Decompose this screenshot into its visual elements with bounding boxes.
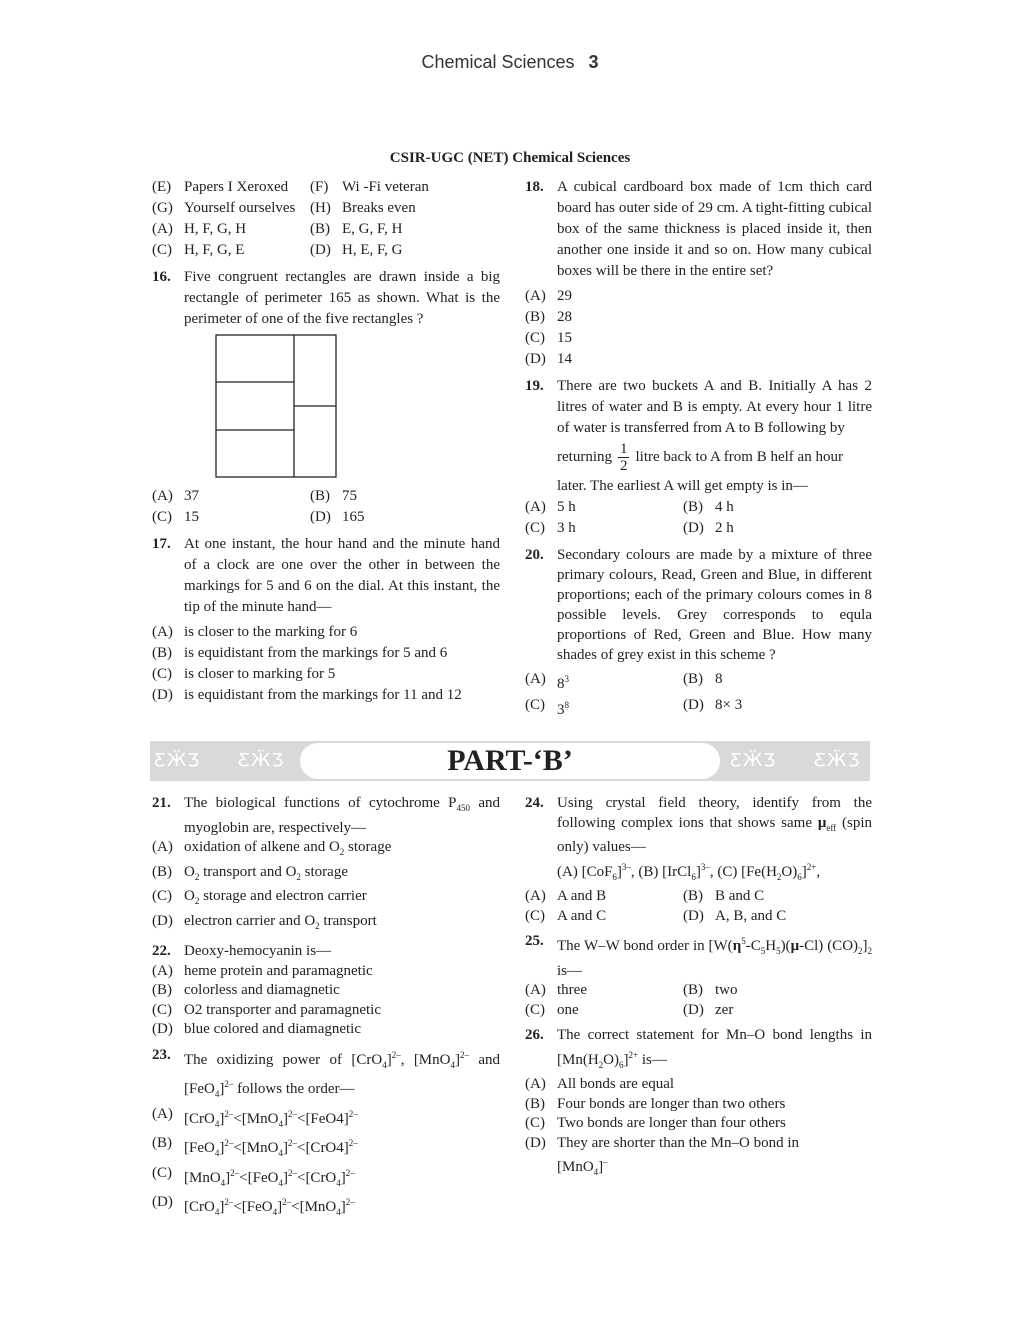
q17-option-a: (A) is closer to the marking for 6: [152, 624, 358, 640]
q21-option-c: (C) $O_2$ storage and electron carrier: [152, 888, 367, 906]
left-column-part-b: [152, 794, 500, 1223]
q21-option-a: (A) oxidation of alkene and $O_2$ storage: [152, 839, 392, 857]
right-column: [525, 177, 872, 721]
q17-option-c: (C) is closer to marking for 5: [152, 666, 336, 682]
q25-options-row2: (C) one (D) zer: [525, 1001, 734, 1018]
q16-options-row1: (A) 37 (B) 75: [152, 488, 357, 504]
q20-options-row1: (A) $8^3$ (B) 8: [525, 671, 723, 692]
ornament-icon: ƸӜƷ: [730, 750, 777, 771]
q23-option-d: (D) $[CrO_4]^{2-}<[FeO_4]^{2-}<[MnO_4]^{2-}$: [152, 1194, 355, 1217]
running-header: [0, 52, 1020, 73]
q22-option-b: (B) colorless and diamagnetic: [152, 982, 340, 998]
q23-option-a: (A) $[CrO_4]^{2-}<[MnO_4]^{2-}<[FeO4]^{2-}$: [152, 1105, 358, 1129]
q24-complex-list: (A) $[CoF_6]^{3-}$, (B) [IrCl$_6$]$^{3-}$, (C) $[Fe(H_2O)_6]^{2+}$,: [557, 861, 821, 882]
question-22: 22. Deoxy-hemocyanin is—: [152, 943, 332, 959]
question-24: 24. Using crystal field theory, identify from the following complex ions that shows same $\mu_{eff}$ (spin only) values—: [525, 795, 873, 855]
q19-options-row2: (C) 3 h (D) 2 h: [525, 520, 734, 536]
q19-text-end: later. The earliest A will get empty is in—: [557, 478, 808, 494]
question-20: 20. Secondary colours are made by a mixture of three primary colours, Read, Green and Blue, in different proportions; each of the primary colours comes in 8 possible levels. Grey corresponds to equla proportions of Red, Green and Blue. How many shades of grey exist in this scheme ?: [525, 547, 872, 663]
question-23: 23. The oxidizing power of $[CrO_4]^{2-}$, $[MnO_4]^{2-}$ and $[FeO_4]^{2-}$ follows the order—: [152, 1046, 501, 1099]
q19-options-row1: (A) 5 h (B) 4 h: [525, 499, 734, 515]
question-19: 19. There are two buckets A and B. Initially A has 2 litres of water and B is empty. At every hour 1 litre of water is transferred from A to B following by: [525, 378, 872, 436]
ornament-icon: ƸӜƷ: [814, 750, 861, 771]
q26-option-d: (D) They are shorter than the Mn–O bond in [MnO$_4$]–: [525, 1134, 800, 1177]
question-17: 17. At one instant, the hour hand and the minute hand of a clock are one over the other in between the markings for 5 and 6 on the dial. At this instant, the tip of the minute hand—: [152, 536, 500, 615]
q16-options-row2: (C) 15 (D) 165: [152, 509, 365, 525]
rectangles-diagram: [215, 334, 339, 480]
page-subtitle: CSIR-UGC (NET) Chemical Sciences: [389, 150, 631, 166]
right-column-part-b: [525, 794, 872, 1183]
q17-option-b: (B) is equidistant from the markings for 5 and 6: [152, 645, 448, 661]
header-title: Chemical Sciences: [421, 52, 575, 72]
q23-option-b: (B) $[FeO_4]^{2-}<[MnO_4]^{2-}<[CrO4]^{2-}$: [152, 1135, 358, 1158]
q19-fraction-line: returning $\frac{1}{2}$ litre back to A from B helf an hour: [557, 441, 843, 474]
q20-options-row2: (C) $3^8$ (D) 8× 3: [525, 697, 743, 718]
q26-option-b: (B) Four bonds are longer than two others: [525, 1095, 786, 1112]
q26-option-a: (A) All bonds are equal: [525, 1076, 675, 1092]
q26-option-c: (C) Two bonds are longer than four others: [525, 1115, 786, 1131]
part-b-title: PART-‘B’: [300, 743, 720, 779]
half-fraction: $\frac{1}{2}$: [619, 441, 628, 474]
q23-option-c: (C) $[MnO_4]^{2-}<[FeO_4]^{2-}<[CrO_4]^{2-}$: [152, 1164, 355, 1188]
q16-figure: [152, 334, 500, 480]
q15-options: (E) Papers I Xeroxed (F) Wi -Fi veteran (G) Yourself ourselves (H) Breaks even (A) H, F, G, H (B) E, G, F, H (C) H, F, G, E (D) H, E, F, G: [152, 179, 429, 258]
q21-option-b: (B) $O_2$ transport and $O_2$ storage: [152, 863, 348, 882]
q17-option-d: (D) is equidistant from the markings for 11 and 12: [152, 687, 462, 703]
q22-option-c: (C) O2 transporter and paramagnetic: [152, 1001, 381, 1018]
q22-option-d: (D) blue colored and diamagnetic: [152, 1021, 362, 1037]
q18-option-a: (A) 29: [525, 288, 572, 304]
q24-options-row2: (C) A and C (D) A, B, and C: [525, 907, 787, 924]
q25-options-row1: (A) three (B) two: [525, 982, 738, 998]
q18-option-c: (C) 15: [525, 330, 572, 346]
page-number: 3: [588, 52, 599, 72]
q18-option-d: (D) 14: [525, 351, 572, 367]
part-b-banner: [150, 741, 870, 781]
q24-options-row1: (A) A and B (B) B and C: [525, 888, 765, 904]
left-column: [152, 177, 500, 706]
ornament-icon: ƸӜƷ: [154, 750, 201, 771]
q21-option-d: (D) electron carrier and $O_2$ transport: [152, 912, 377, 931]
question-26: 26. The correct statement for Mn–O bond lengths in $[Mn(H_2O)_6]^{2+}$ is—: [525, 1027, 872, 1070]
question-25: 25. The W–W bond order in [$W(\eta^5-C_5H_5)(\mu-Cl)$ $(CO)_2]_2$ is—: [525, 933, 873, 979]
question-21: 21. The biological functions of cytochrome $P_{450}$ and myoglobin are, respectively—: [152, 795, 500, 836]
q22-option-a: (A) heme protein and paramagnetic: [152, 962, 373, 979]
question-16: 16. Five congruent rectangles are drawn inside a big rectangle of perimeter 165 as shown. What is the perimeter of one of the five rectangles ?: [152, 269, 500, 327]
q18-option-b: (B) 28: [525, 309, 572, 325]
ornament-icon: ƸӜƷ: [238, 750, 285, 771]
question-18: 18. A cubical cardboard box made of 1cm thich card board has outer side of 29 cm. A tight-fitting cubical box of the same thickness is placed inside it, then another one inside it and so on. How many cubical boxes will be there in the entire set?: [525, 179, 872, 279]
